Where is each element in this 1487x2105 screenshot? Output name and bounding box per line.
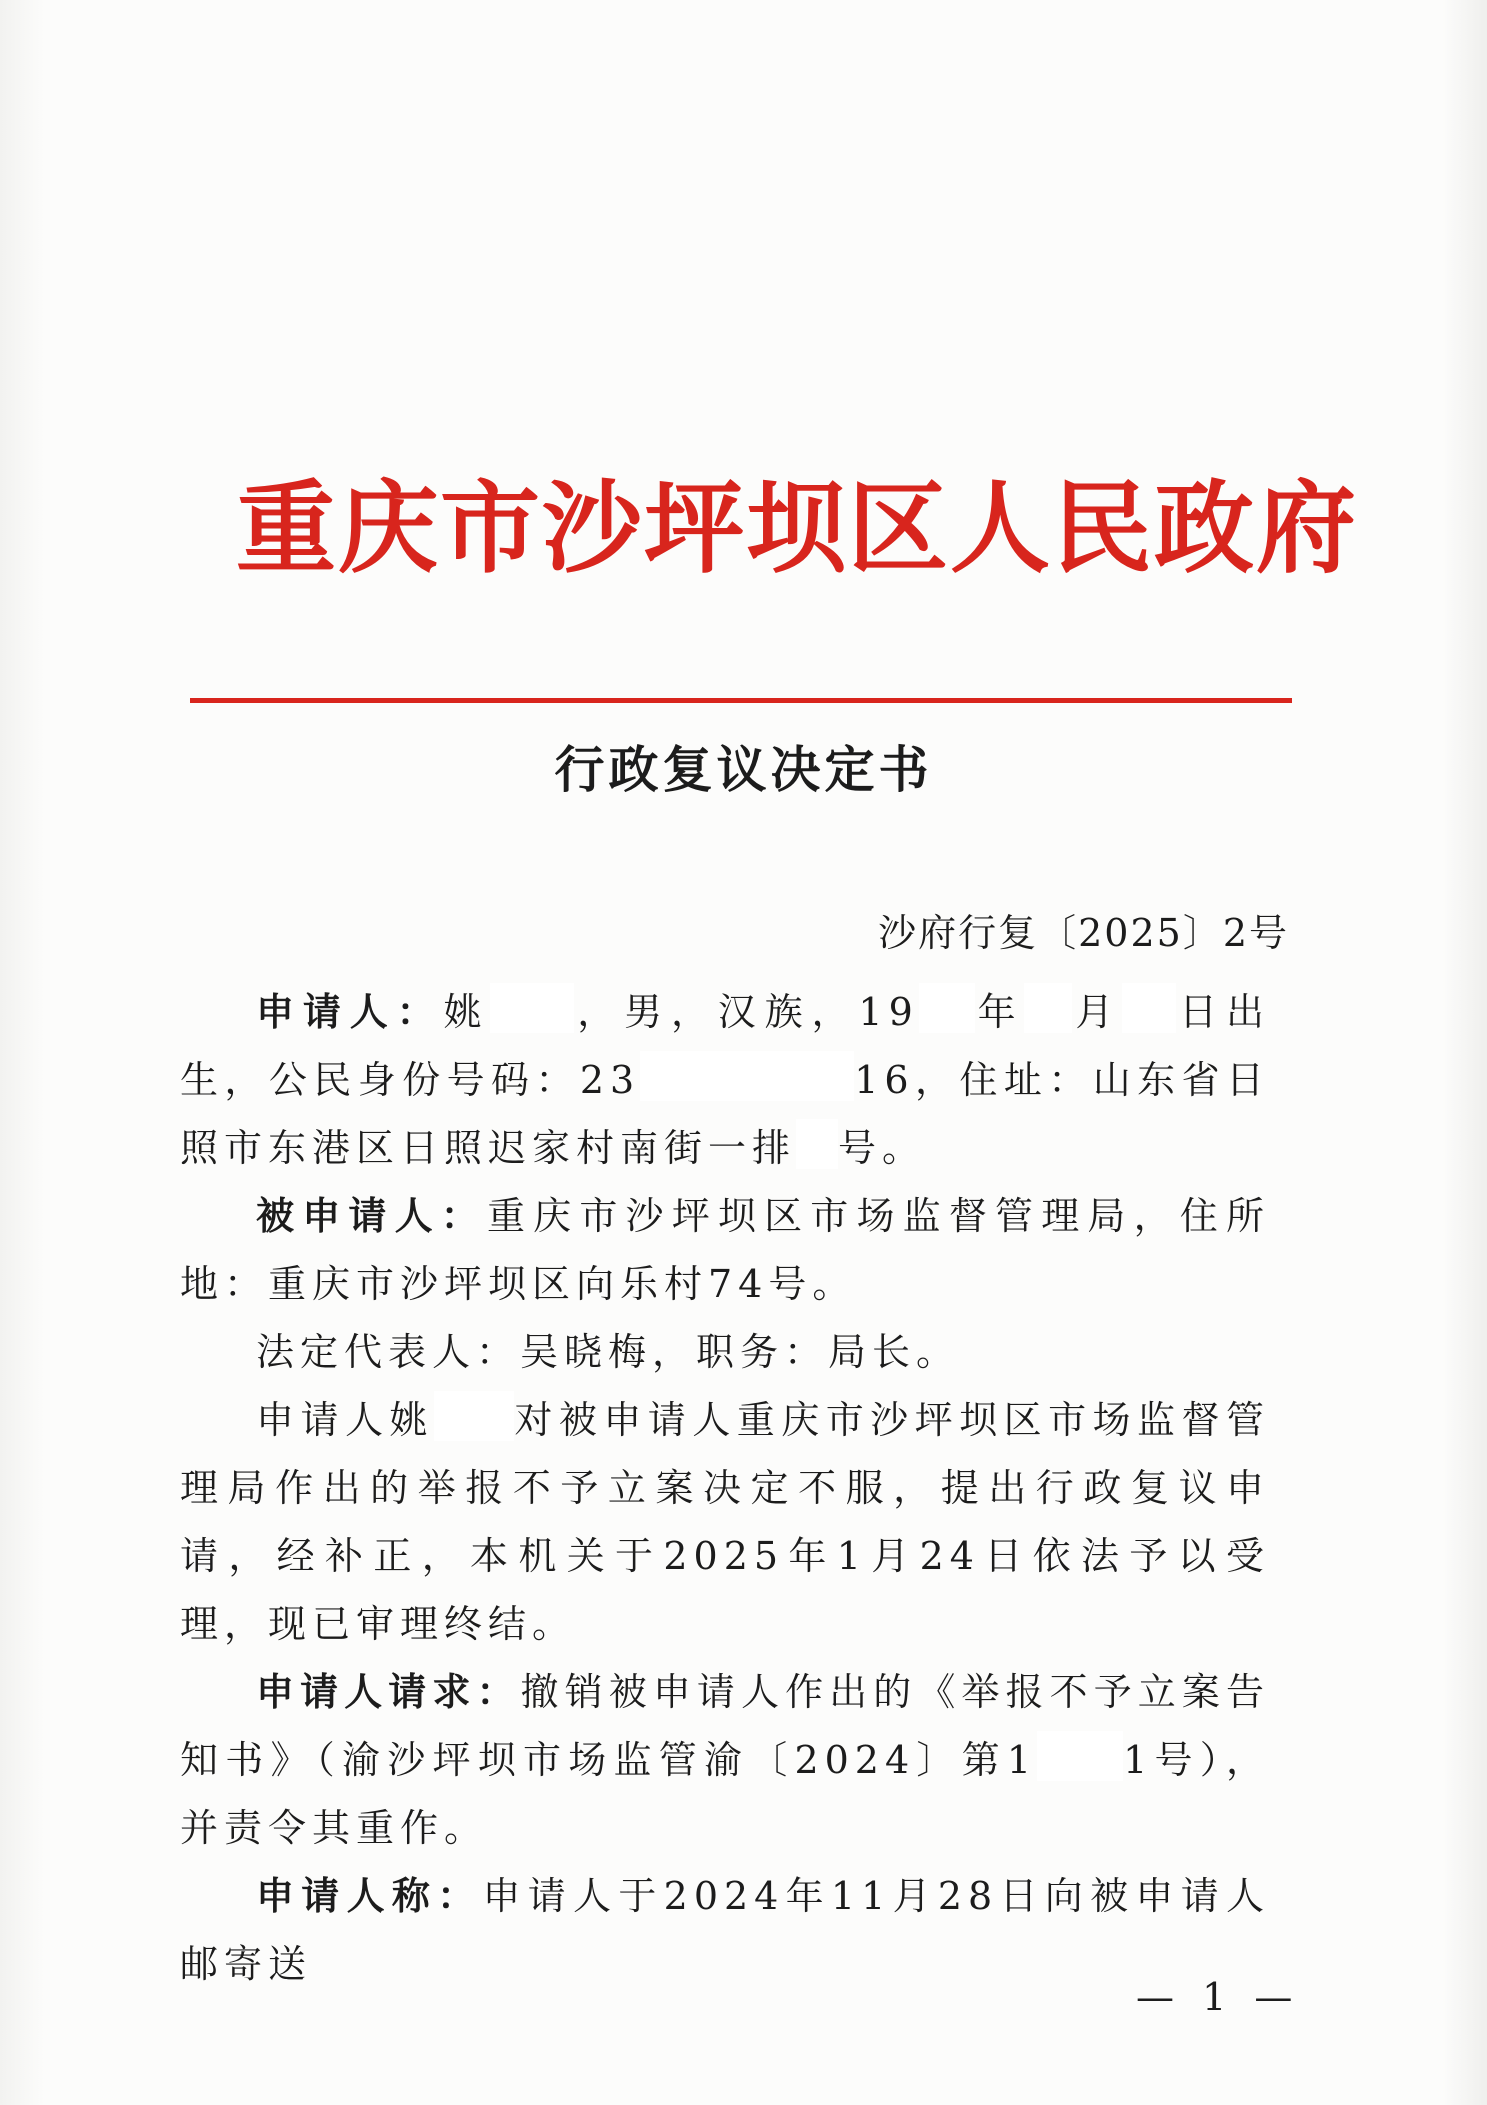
document-title: 行政复议决定书 xyxy=(554,740,933,799)
applicant-month: 月 xyxy=(1072,990,1123,1034)
applicant-id-suffix: 16，住址：山东省日照市东港区日照迟家村南街一排 xyxy=(180,1058,1270,1170)
claim-paragraph xyxy=(180,1862,1270,1998)
redaction-block xyxy=(1037,1731,1123,1781)
applicant-details-a: ，男，汉族，19 xyxy=(574,990,919,1034)
request-text-a: 撤销被申请人作出的《举报不予立案告知书》（渝沙坪坝市场监管渝〔2024〕第1 xyxy=(180,1670,1270,1782)
redaction-block xyxy=(640,1051,854,1101)
applicant-year: 年 xyxy=(974,990,1025,1034)
intro-text: 对被申请人重庆市沙坪坝区市场监督管理局作出的举报不予立案决定不服，提出行政复议申请，经补正，本机关于2025年1月24日依法予以受理，现已审理终结。 xyxy=(180,1398,1270,1646)
page-number: — 1 — xyxy=(1136,1975,1301,2019)
applicant-details-b: 日出生，公民身份号码：23 xyxy=(180,990,1270,1102)
intro-paragraph xyxy=(180,1386,1270,1658)
claim-label: 申请人称： xyxy=(256,1873,483,1918)
redaction-block xyxy=(919,983,975,1033)
document-number: 沙府行复〔2025〕2号 xyxy=(878,911,1289,955)
redaction-block xyxy=(1122,983,1176,1033)
redaction-block xyxy=(434,1391,514,1441)
red-divider-line xyxy=(190,698,1292,703)
respondent-text: 重庆市沙坪坝区市场监督管理局，住所地：重庆市沙坪坝区向乐村74号。 xyxy=(180,1194,1270,1306)
applicant-paragraph xyxy=(180,978,1270,1182)
request-text-b: 1号），并责令其重作。 xyxy=(180,1738,1270,1850)
intro-prefix: 申请人姚 xyxy=(256,1398,434,1442)
applicant-name-prefix: 姚 xyxy=(443,990,491,1034)
request-label: 申请人请求： xyxy=(256,1669,521,1714)
redaction-block xyxy=(796,1119,838,1169)
document-body xyxy=(180,978,1270,1998)
request-paragraph xyxy=(180,1658,1270,1862)
applicant-label: 申请人： xyxy=(256,989,444,1034)
respondent-label: 被申请人： xyxy=(256,1193,487,1238)
claim-text: 申请人于2024年11月28日向被申请人邮寄送 xyxy=(180,1874,1270,1986)
redaction-block xyxy=(490,983,574,1033)
respondent-paragraph xyxy=(180,1182,1270,1318)
legal-representative: 法定代表人：吴晓梅，职务：局长。 xyxy=(256,1330,961,1374)
applicant-address-suffix: 号。 xyxy=(838,1126,927,1170)
redaction-block xyxy=(1024,983,1072,1033)
issuer-header: 重庆市沙坪坝区人民政府 xyxy=(236,469,1358,587)
